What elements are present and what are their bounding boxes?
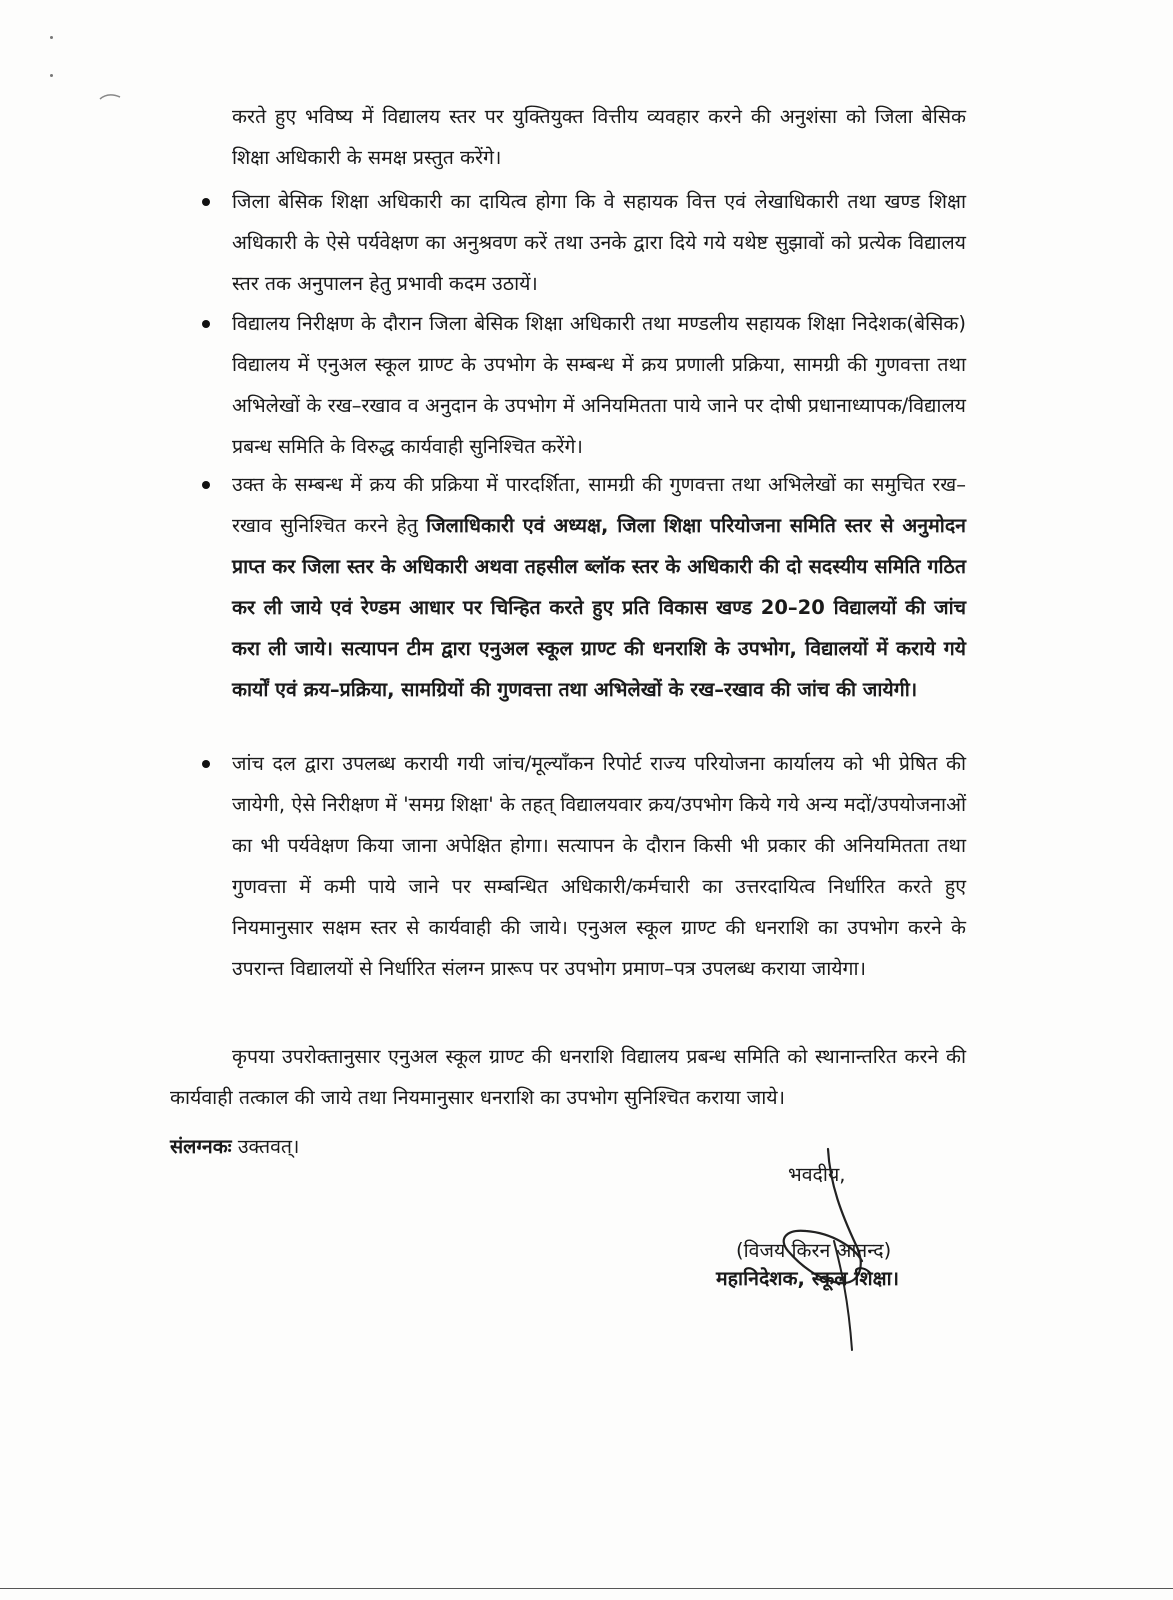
carry-over-paragraph: करते हुए भविष्य में विद्यालय स्तर पर युक्तियुक्त वित्तीय व्यवहार करने की अनुशंसा को जिला बेसिक शिक्षा अधिकारी के समक्ष प्रस्तुत करेंगे।: [232, 105, 966, 169]
bullet-dot: [202, 198, 210, 206]
bullet-item-4: जांच दल द्वारा उपलब्ध करायी गयी जांच/मूल्याँकन रिपोर्ट राज्य परियोजना कार्यालय को भी प्रेषित की जायेगी, ऐसे निरीक्षण में 'समग्र शिक्षा' के तहत् विद्यालयवार क्रय/उपभोग किये गये अन्य मदों/उपयोजनाओं का भी पर्यवेक्षण किया जाना अपेक्षित होगा। सत्यापन के दौरान किसी भी प्रकार की अनियमितता तथा गुणवत्ता में कमी पाये जाने पर सम्बन्धित अधिकारी/कर्मचारी का उत्तरदायित्व निर्धारित करते हुए नियमानुसार सक्षम स्तर से कार्यवाही की जाये। एनुअल स्कूल ग्राण्ट की धनराशि का उपभोग करने के उपरान्त विद्यालयों से निर्धारित संलग्न प्रारूप पर उपभोग प्रमाण–पत्र उपलब्ध कराया जायेगा।: [232, 752, 966, 980]
bullet-dot: [202, 481, 210, 489]
scan-speck: [50, 74, 53, 77]
bullet-item-1: जिला बेसिक शिक्षा अधिकारी का दायित्व होगा कि वे सहायक वित्त एवं लेखाधिकारी तथा खण्ड शिक्षा अधिकारी के ऐसे पर्यवेक्षण का अनुश्रवण करें तथा उनके द्वारा दिये गये यथेष्ट सुझावों को प्रत्येक विद्यालय स्तर तक अनुपालन हेतु प्रभावी कदम उठायें।: [232, 190, 966, 295]
scan-speck: [50, 36, 53, 39]
enclosure-line: [170, 1132, 299, 1159]
salutation: भवदीय,: [788, 1163, 846, 1186]
bullet-3-intro: उक्त के सम्बन्ध में क्रय की प्रक्रिया में पारदर्शिता, सामग्री की गुणवत्ता तथा अभिलेखों का समुचित रख–रखाव सुनिश्चित करने हेतु: [232, 473, 966, 537]
signatory-name: (विजय किरन आनन्द): [736, 1239, 892, 1262]
enclosure-text: उक्तवत्।: [231, 1135, 300, 1158]
enclosure-label: संलग्नकः: [170, 1135, 232, 1158]
signatory-designation: महानिदेशक, स्कूल शिक्षा।: [716, 1267, 900, 1290]
page-bottom-edge: [0, 1588, 1173, 1589]
bullet-dot: [202, 760, 210, 768]
scan-mark: [98, 90, 124, 102]
bullet-dot: [202, 320, 210, 328]
bullet-item-3: [232, 464, 966, 710]
bullet-item-2: विद्यालय निरीक्षण के दौरान जिला बेसिक शिक्षा अधिकारी तथा मण्डलीय सहायक शिक्षा निदेशक(बेसिक) विद्यालय में एनुअल स्कूल ग्राण्ट के उपभोग के सम्बन्ध में क्रय प्रणाली प्रक्रिया, सामग्री की गुणवत्ता तथा अभिलेखों के रख–रखाव व अनुदान के उपभोग में अनियमितता पाये जाने पर दोषी प्रधानाध्यापक/विद्यालय प्रबन्ध समिति के विरुद्ध कार्यवाही सुनिश्चित करेंगे।: [232, 312, 966, 458]
closing-paragraph: कृपया उपरोक्तानुसार एनुअल स्कूल ग्राण्ट की धनराशि विद्यालय प्रबन्ध समिति को स्थानान्तरित करने की कार्यवाही तत्काल की जाये तथा नियमानुसार धनराशि का उपभोग सुनिश्चित कराया जाये।: [170, 1045, 966, 1109]
bullet-3-emphasis: जिलाधिकारी एवं अध्यक्ष, जिला शिक्षा परियोजना समिति स्तर से अनुमोदन प्राप्त कर जिला स्तर के अधिकारी अथवा तहसील ब्लॉक स्तर के अधिकारी की दो सदस्यीय समिति गठित कर ली जाये एवं रेण्डम आधार पर चिन्हित करते हुए प्रति विकास खण्ड 20–20 विद्यालयों की जांच करा ली जाये। सत्यापन टीम द्वारा एनुअल स्कूल ग्राण्ट की धनराशि के उपभोग, विद्यालयों में कराये गये कार्यों एवं क्रय–प्रक्रिया, सामग्रियों की गुणवत्ता तथा अभिलेखों के रख–रखाव की जांच की जायेगी।: [232, 514, 967, 701]
